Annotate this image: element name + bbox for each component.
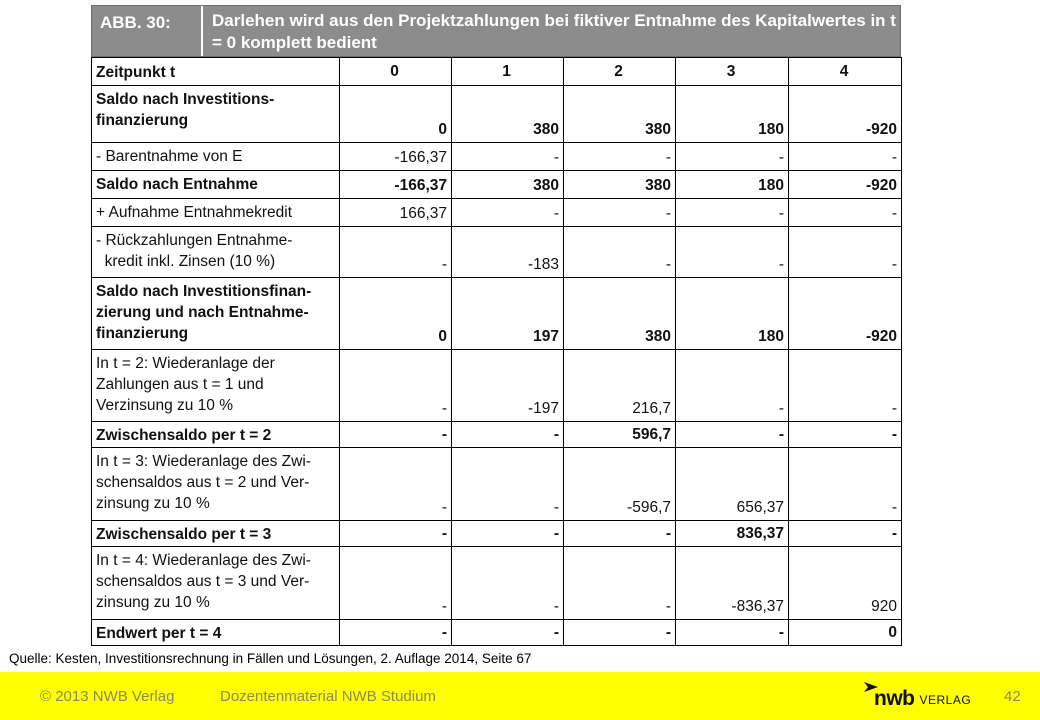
table-row [92, 227, 902, 278]
table-row [92, 171, 902, 199]
value-cell: -920 [789, 86, 902, 143]
value-cell: - [564, 143, 676, 171]
row-label: Zwischensaldo per t = 2 [92, 422, 340, 448]
arrow-icon [864, 682, 878, 692]
footer-bar [0, 672, 1040, 720]
value-cell: - [789, 448, 902, 521]
value-cell: -183 [452, 227, 564, 278]
value-cell: -166,37 [340, 171, 452, 199]
value-cell: - [676, 350, 789, 422]
value-cell: 596,7 [564, 422, 676, 448]
header-row [92, 58, 902, 86]
value-cell: - [789, 199, 902, 227]
source-note: Quelle: Kesten, Investitionsrechnung in Fällen und Lösungen, 2. Auflage 2014, Seite 67 [9, 651, 532, 666]
value-cell: - [564, 521, 676, 547]
value-cell: 180 [676, 278, 789, 350]
value-cell: -197 [452, 350, 564, 422]
table-row [92, 521, 902, 547]
logo-brand: nwb [874, 687, 915, 710]
row-label: - Rückzahlungen Entnahme- kredit inkl. Zinsen (10 %) [92, 227, 340, 278]
value-cell: - [789, 350, 902, 422]
header-cell-t: 1 [452, 58, 564, 86]
table-row [92, 86, 902, 143]
figure [91, 5, 901, 646]
row-label: Saldo nach Investitions- finanzierung [92, 86, 340, 143]
value-cell: -920 [789, 278, 902, 350]
value-cell: -596,7 [564, 448, 676, 521]
table-row [92, 620, 902, 646]
table-row [92, 350, 902, 422]
figure-title: Darlehen wird aus den Projektzahlungen bei fiktiver Entnahme des Kapitalwertes in t = 0 komplett bedient [212, 11, 896, 52]
value-cell: 180 [676, 171, 789, 199]
copyright-text: © 2013 NWB Verlag [40, 688, 175, 705]
value-cell: - [452, 521, 564, 547]
row-label: Endwert per t = 4 [92, 620, 340, 646]
row-label: Saldo nach Investitionsfinan- zierung und nach Entnahme- finanzierung [92, 278, 340, 350]
row-label: Zwischensaldo per t = 3 [92, 521, 340, 547]
logo-verlag: VERLAG [919, 693, 972, 707]
value-cell: - [340, 227, 452, 278]
header-cell-t: 3 [676, 58, 789, 86]
value-cell: - [676, 227, 789, 278]
value-cell: - [340, 350, 452, 422]
value-cell: - [452, 448, 564, 521]
table-row [92, 547, 902, 620]
row-label: + Aufnahme Entnahmekredit [92, 199, 340, 227]
table-row [92, 143, 902, 171]
row-label: - Barentnahme von E [92, 143, 340, 171]
value-cell: -920 [789, 171, 902, 199]
value-cell: - [452, 143, 564, 171]
value-cell: 0 [340, 86, 452, 143]
header-cell-t: 4 [789, 58, 902, 86]
header-cell-t: 2 [564, 58, 676, 86]
value-cell: 166,37 [340, 199, 452, 227]
nwb-logo [864, 680, 971, 712]
row-label: In t = 2: Wiederanlage der Zahlungen aus t = 1 und Verzinsung zu 10 % [92, 350, 340, 422]
value-cell: - [789, 227, 902, 278]
value-cell: 836,37 [676, 521, 789, 547]
value-cell: 920 [789, 547, 902, 620]
value-cell: 197 [452, 278, 564, 350]
figure-header [91, 5, 901, 57]
value-cell: - [452, 199, 564, 227]
header-cell-t: 0 [340, 58, 452, 86]
value-cell: -166,37 [340, 143, 452, 171]
value-cell: - [564, 199, 676, 227]
table-row [92, 448, 902, 521]
value-cell: 0 [789, 620, 902, 646]
figure-number: ABB. 30: [92, 6, 203, 56]
value-cell: 380 [452, 171, 564, 199]
value-cell: - [789, 521, 902, 547]
value-cell: 216,7 [564, 350, 676, 422]
value-cell: - [676, 620, 789, 646]
value-cell: - [452, 422, 564, 448]
value-cell: - [676, 422, 789, 448]
header-cell-label: Zeitpunkt t [92, 58, 340, 86]
row-label: Saldo nach Entnahme [92, 171, 340, 199]
value-cell: 656,37 [676, 448, 789, 521]
value-cell: 380 [564, 171, 676, 199]
value-cell: - [676, 143, 789, 171]
page-number: 42 [1004, 688, 1021, 705]
value-cell: - [676, 199, 789, 227]
value-cell: - [340, 547, 452, 620]
table-row [92, 422, 902, 448]
value-cell: - [789, 422, 902, 448]
value-cell: 380 [564, 278, 676, 350]
table-row [92, 278, 902, 350]
value-cell: - [452, 547, 564, 620]
table-row [92, 199, 902, 227]
value-cell: - [789, 143, 902, 171]
value-cell: - [452, 620, 564, 646]
row-label: In t = 3: Wiederanlage des Zwi- schensaldos aus t = 2 und Ver- zinsung zu 10 % [92, 448, 340, 521]
value-cell: -836,37 [676, 547, 789, 620]
data-table [91, 57, 902, 646]
value-cell: - [564, 227, 676, 278]
value-cell: - [340, 448, 452, 521]
value-cell: - [564, 620, 676, 646]
material-text: Dozentenmaterial NWB Studium [220, 688, 436, 705]
value-cell: - [340, 521, 452, 547]
value-cell: - [564, 547, 676, 620]
value-cell: 0 [340, 278, 452, 350]
value-cell: 180 [676, 86, 789, 143]
value-cell: - [340, 422, 452, 448]
row-label: In t = 4: Wiederanlage des Zwi- schensaldos aus t = 3 und Ver- zinsung zu 10 % [92, 547, 340, 620]
value-cell: 380 [564, 86, 676, 143]
value-cell: - [340, 620, 452, 646]
value-cell: 380 [452, 86, 564, 143]
